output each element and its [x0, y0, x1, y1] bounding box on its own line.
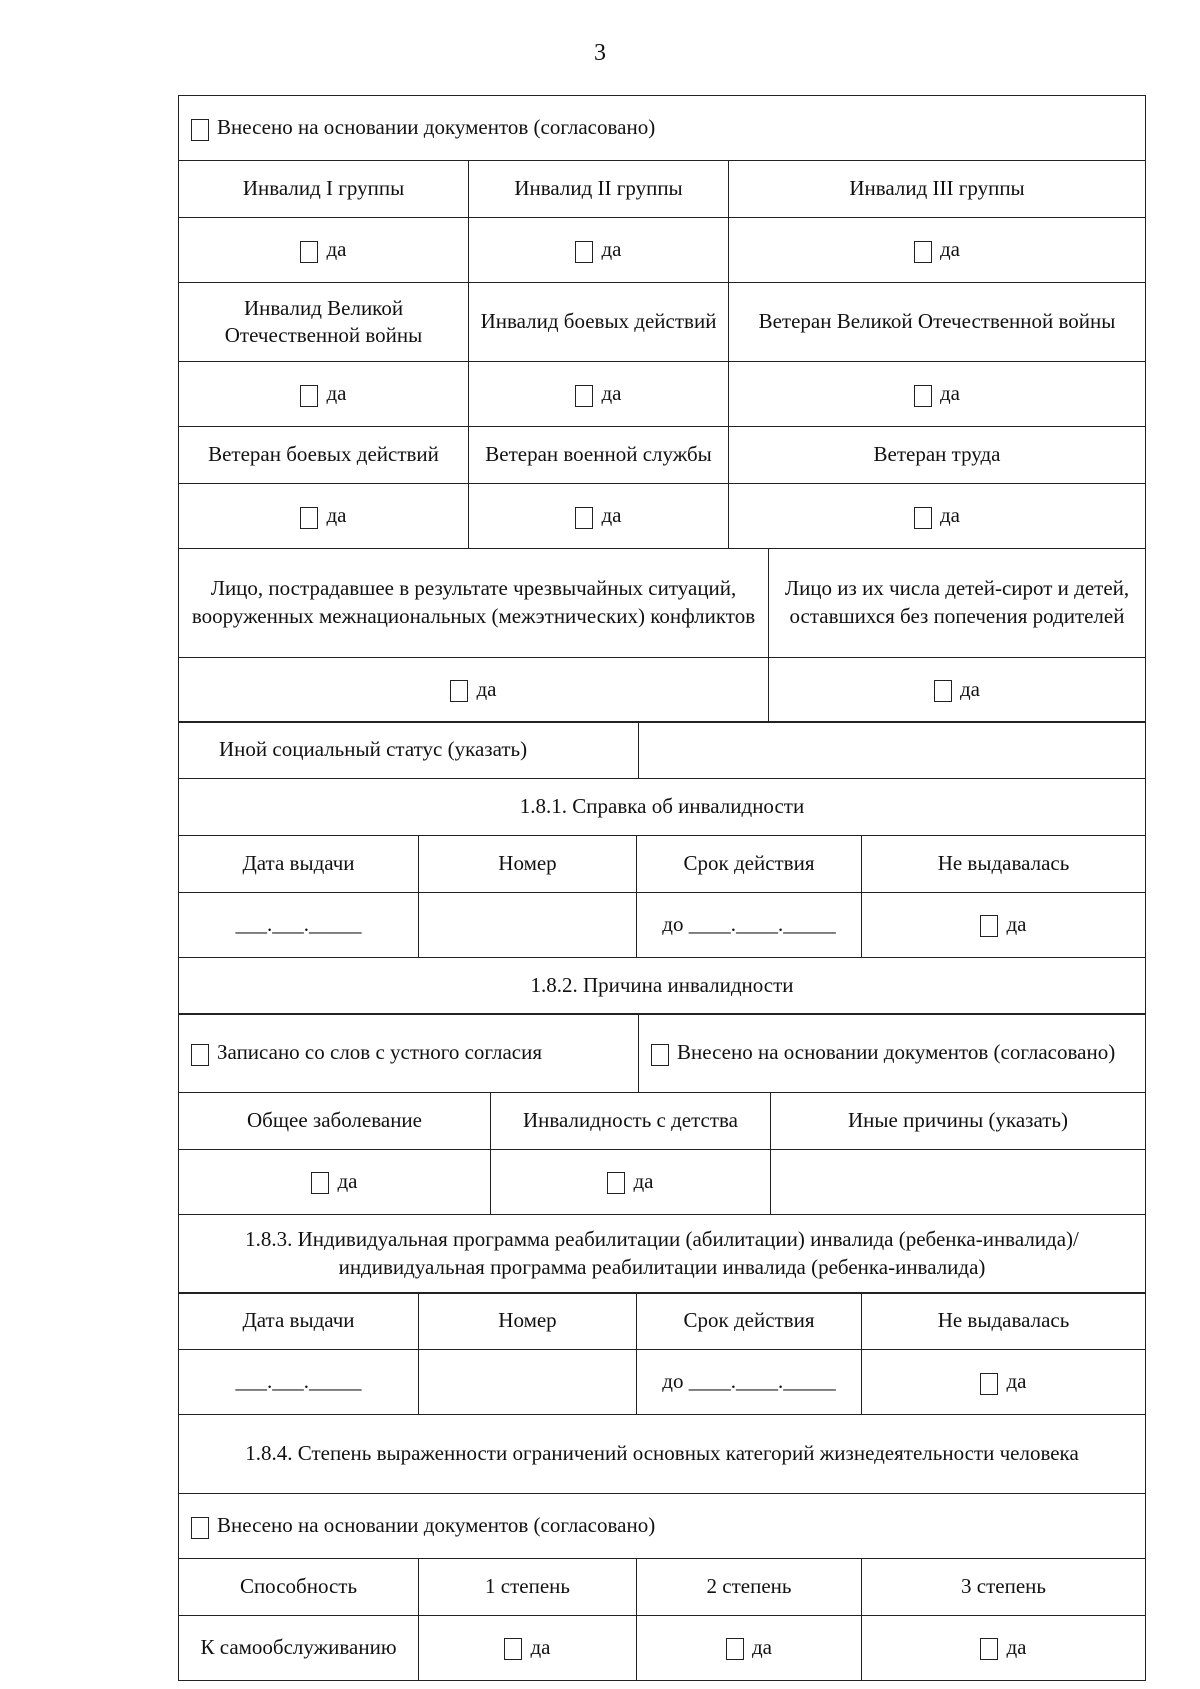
orphan-checkbox[interactable]: [934, 680, 952, 702]
validity-header: Срок действия: [637, 1293, 862, 1350]
yes-label: да: [1006, 911, 1027, 936]
issue-date-header: Дата выдачи: [179, 835, 419, 892]
page-number: 3: [594, 40, 606, 66]
not-issued-header: Не выдавалась: [862, 835, 1146, 892]
combat-invalid-label: Инвалид боевых действий: [469, 283, 729, 362]
not-issued-checkbox[interactable]: [980, 915, 998, 937]
yes-label: да: [939, 503, 960, 528]
yes-label: да: [326, 381, 347, 406]
wwii-veteran-checkbox[interactable]: [914, 385, 932, 407]
yes-label: да: [939, 237, 960, 262]
labor-veteran-cell: [729, 484, 1146, 549]
other-status-field[interactable]: [639, 722, 1146, 779]
emergency-victim-cell: [179, 657, 769, 722]
limitation-degree-table: [178, 1558, 1146, 1681]
wwii-veteran-cell: [729, 362, 1146, 427]
emergency-victim-checkbox[interactable]: [450, 680, 468, 702]
group-2-checkbox[interactable]: [575, 241, 593, 263]
number-field[interactable]: [419, 892, 637, 957]
ability-header: Способность: [179, 1558, 419, 1615]
other-causes-field[interactable]: [771, 1149, 1146, 1214]
oral-consent-checkbox[interactable]: [191, 1044, 209, 1066]
section-181-title: 1.8.1. Справка об инвалидности: [179, 779, 1146, 836]
entered-docs-label: Внесено на основании документов (согласовано): [217, 115, 656, 140]
orphan-cell: [769, 657, 1146, 722]
group-3-checkbox[interactable]: [914, 241, 932, 263]
yes-label: да: [1006, 1369, 1027, 1394]
validity-header: Срок действия: [637, 835, 862, 892]
yes-label: да: [959, 676, 980, 701]
emergency-victim-label: Лицо, пострадавшее в результате чрезвычайных ситуаций, вооруженных межнациональных (межэтнических) конфликтов: [179, 548, 769, 657]
issue-date-header: Дата выдачи: [179, 1293, 419, 1350]
degree-1-header: 1 степень: [419, 1558, 637, 1615]
childhood-disability-cell: [491, 1149, 771, 1214]
docs-consent-label: Внесено на основании документов (согласовано): [677, 1040, 1116, 1065]
number-header: Номер: [419, 835, 637, 892]
wwii-invalid-cell: [179, 362, 469, 427]
issue-date-field[interactable]: ___.___._____: [179, 892, 419, 957]
group-2-cell: [469, 218, 729, 283]
general-disease-label: Общее заболевание: [179, 1092, 491, 1149]
disability-cause-table: [178, 1013, 1146, 1093]
group-2-label: Инвалид II группы: [469, 161, 729, 218]
issue-date-field[interactable]: ___.___._____: [179, 1350, 419, 1415]
social-status-table: [178, 95, 1146, 549]
military-veteran-label: Ветеран военной службы: [469, 427, 729, 484]
other-status-label: Иной социальный статус (указать): [179, 722, 639, 779]
yes-label: да: [601, 381, 622, 406]
yes-label: да: [939, 381, 960, 406]
section-183-title: 1.8.3. Индивидуальная программа реабилитации (абилитации) инвалида (ребенка-инвалида)/индивидуальная программа реабилитации инвалида (ребенка-инвалида): [179, 1214, 1146, 1293]
degree-2-checkbox[interactable]: [726, 1638, 744, 1660]
yes-label: да: [476, 676, 497, 701]
yes-label: да: [326, 503, 347, 528]
group-1-cell: [179, 218, 469, 283]
yes-label: да: [530, 1634, 551, 1659]
degree-1-checkbox[interactable]: [504, 1638, 522, 1660]
section-184-title: 1.8.4. Степень выраженности ограничений основных категорий жизнедеятельности человека: [179, 1415, 1146, 1494]
combat-invalid-checkbox[interactable]: [575, 385, 593, 407]
yes-label: да: [1006, 1634, 1027, 1659]
general-disease-checkbox[interactable]: [311, 1172, 329, 1194]
yes-label: да: [633, 1168, 654, 1193]
disability-certificate-table: [178, 835, 1146, 1015]
yes-label: да: [601, 503, 622, 528]
combat-veteran-checkbox[interactable]: [300, 507, 318, 529]
oral-consent-cell: [179, 1014, 639, 1093]
disability-cause-options-table: [178, 1092, 1146, 1294]
group-3-label: Инвалид III группы: [729, 161, 1146, 218]
degree-3-cell: [862, 1615, 1146, 1680]
validity-field[interactable]: до ____.____._____: [637, 1350, 862, 1415]
other-status-table: [178, 721, 1146, 836]
validity-field[interactable]: до ____.____._____: [637, 892, 862, 957]
orphan-label: Лицо из их числа детей-сирот и детей, оставшихся без попечения родителей: [769, 548, 1146, 657]
number-field[interactable]: [419, 1350, 637, 1415]
military-veteran-cell: [469, 484, 729, 549]
degree-2-cell: [637, 1615, 862, 1680]
entered-docs-checkbox[interactable]: [191, 1517, 209, 1539]
yes-label: да: [601, 237, 622, 262]
military-veteran-checkbox[interactable]: [575, 507, 593, 529]
yes-label: да: [326, 237, 347, 262]
form-frame: [178, 95, 1146, 1681]
yes-label: да: [337, 1168, 358, 1193]
oral-consent-label: Записано со слов с устного согласия: [217, 1040, 542, 1065]
group-3-cell: [729, 218, 1146, 283]
degree-3-checkbox[interactable]: [980, 1638, 998, 1660]
degree-3-header: 3 степень: [862, 1558, 1146, 1615]
degree-2-header: 2 степень: [637, 1558, 862, 1615]
entered-docs-label: Внесено на основании документов (согласовано): [217, 1513, 656, 1538]
rehab-program-table: [178, 1292, 1146, 1559]
entered-docs-row: [179, 1494, 1146, 1559]
not-issued-cell: [862, 1350, 1146, 1415]
combat-invalid-cell: [469, 362, 729, 427]
emergency-orphan-table: [178, 548, 1146, 723]
labor-veteran-checkbox[interactable]: [914, 507, 932, 529]
combat-veteran-cell: [179, 484, 469, 549]
childhood-disability-checkbox[interactable]: [607, 1172, 625, 1194]
not-issued-cell: [862, 892, 1146, 957]
entered-docs-checkbox[interactable]: [191, 119, 209, 141]
general-disease-cell: [179, 1149, 491, 1214]
group-1-checkbox[interactable]: [300, 241, 318, 263]
not-issued-header: Не выдавалась: [862, 1293, 1146, 1350]
other-causes-label: Иные причины (указать): [771, 1092, 1146, 1149]
combat-veteran-label: Ветеран боевых действий: [179, 427, 469, 484]
self-care-label: К самообслуживанию: [179, 1615, 419, 1680]
number-header: Номер: [419, 1293, 637, 1350]
docs-consent-cell: [639, 1014, 1146, 1093]
wwii-veteran-label: Ветеран Великой Отечественной войны: [729, 283, 1146, 362]
group-1-label: Инвалид I группы: [179, 161, 469, 218]
entered-docs-row: [179, 96, 1146, 161]
labor-veteran-label: Ветеран труда: [729, 427, 1146, 484]
section-182-title: 1.8.2. Причина инвалидности: [179, 957, 1146, 1014]
wwii-invalid-checkbox[interactable]: [300, 385, 318, 407]
degree-1-cell: [419, 1615, 637, 1680]
wwii-invalid-label: Инвалид Великой Отечественной войны: [179, 283, 469, 362]
not-issued-checkbox[interactable]: [980, 1373, 998, 1395]
childhood-disability-label: Инвалидность с детства: [491, 1092, 771, 1149]
yes-label: да: [751, 1634, 772, 1659]
docs-consent-checkbox[interactable]: [651, 1044, 669, 1066]
